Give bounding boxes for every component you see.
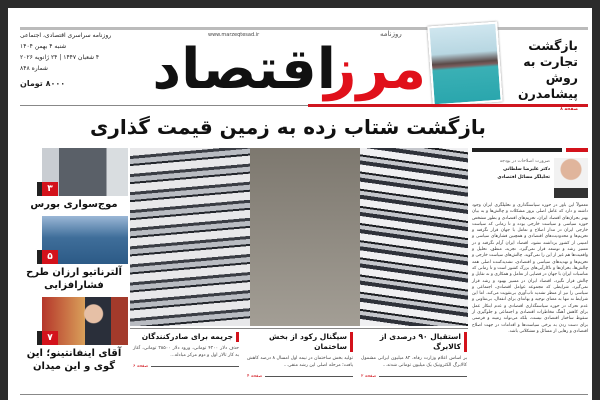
sidebar-caption[interactable]: آقای اینفانتینو؛ این گوی و این میدان: [26, 348, 122, 372]
thumb-infantino[interactable]: [42, 297, 128, 345]
red-divider: [308, 104, 588, 107]
black-bar: [472, 148, 562, 152]
page-badge: ۳: [42, 182, 58, 196]
masthead-info: [20, 30, 130, 89]
bottom-stories: [133, 332, 467, 379]
parked-cars-left: [130, 148, 250, 326]
logo-eqtesad: اقتصاد: [152, 37, 336, 102]
author-block: [472, 158, 588, 198]
story-headline[interactable]: سیگنال رکود از بخش ساختمان: [247, 332, 353, 352]
sidebar-caption[interactable]: آلترناتیو ارزان طرح فشارافزایی: [26, 267, 122, 291]
page-badge: ۷: [42, 331, 58, 345]
story-text: بر اساس اعلام وزارت رفاه، ۸۲ میلیون ایرانی مشمول کالابرگ الکترونیک یک میلیون تومانی شدند...: [361, 356, 468, 368]
sidebar: [20, 148, 128, 378]
parked-cars-right: [360, 148, 468, 326]
story-headline[interactable]: جریمه برای صادرکنندگان: [133, 332, 239, 342]
teaser-page: صفحه ۸: [560, 107, 578, 112]
story-exporters[interactable]: [133, 332, 239, 379]
story-page: صفحه ۶: [133, 364, 149, 369]
logo-roznameh: روزنامه: [380, 30, 402, 38]
thumb-stock-board[interactable]: [42, 148, 128, 196]
main-headline[interactable]: بازگشت شتاب زده به زمین قیمت گذاری: [90, 115, 486, 139]
opinion-kicker: ضرورت اصلاحات در بودجه: [499, 159, 550, 164]
price: ۸۰۰۰ تومان: [20, 79, 66, 88]
story-construction[interactable]: [247, 332, 353, 379]
divider: [20, 105, 308, 106]
website-url: www.marzeqtesad.ir: [208, 32, 260, 38]
opinion-body: معمولاً این باور در حوزه سیاستگذاری و تحلیلگری ایران وجود داشته و دارد که عامل اصلی بروز مشکلات و چالش‌ها و به بیان بهتر بحران‌های اقتصاد ایران، تحریم‌های اقتصادی و بطور مشخص حوزه سیاسی و سیاست خارجی بوده و تا زمانی که سیاست خارجی ایران در مدار اصلاح و تعامل با جهان قرار نگرفته و تحریم‌ها و محدودیت‌های اقتصادی و همچنین فشارهای سیاسی و امنیتی از کشور برداشته نشود، اقتصاد ایران آرام نگرفته و در مسیر رشد و توسعه قرار نمی‌گیرد. تجربه، منطق، تحلیل و واقعیت‌ها هم غیر از این را نمی‌گوید. چالش‌های سیاست خارجی و تحریم‌ها و تهدیدهای سیاسی و اقتصادی، تشدیدکننده اصلی همه چالش‌ها، بحران‌ها و ناکارآیی‌های بزرگ کشور است و تا زمانی که مناسبات ایران با جهان در فضایی از تعامل و همکاری و نه تقابل و چالش قرار نگیرد، اقتصاد ایران در مسیر بهبود و رشد قرار نمی‌گیرد. شرایطی که مجموعه عوامل اقتصادی، اجتماعی و سیاسی را نیز از منظر تشدید تاب‌آوری بی‌تقویت می‌کند. اما این شرایط نه تنها به معنای توجیه و بهانه‌ای برای انفعال، بی‌تفاوتی و عدم تحرک در حوزه سیاستگذاری اقتصادی و عدم ابتکار عمل برای کاهش آهنگ مخاطرات اقتصادی و اجتماعی و جلوگیری از سقوط ساختار اقتصادی نیست، بلکه می‌تواند زمینه و فرصتی برای دست زدن به برخی سیاست‌ها و اقدامات در جهت اصلاح اقتصادی و رهایی از مسائل و مشکلاتی باشد.: [472, 203, 588, 334]
author-name: دکتر علیرضا سلطانی: [503, 167, 550, 172]
parking-lane: [250, 148, 360, 326]
thumb-oil-platform[interactable]: [42, 216, 128, 264]
teaser-photo-ship[interactable]: [427, 22, 502, 107]
story-text: حذف دلار ۴۲۰۰ تومانی، ورود دلار ۲۸۵۰۰ تومانی، آغاز به کار تالار اول و دوم مرکز مبادله...: [133, 346, 239, 358]
author-photo: [554, 158, 588, 198]
bottom-rule: [20, 394, 588, 395]
newspaper-front-page: [8, 8, 592, 400]
sidebar-caption[interactable]: موج‌سواری بورس: [30, 199, 118, 210]
story-page: صفحه ۲: [361, 374, 377, 379]
issue-number: شماره ۸۴۸: [20, 65, 48, 72]
red-bar: [566, 148, 588, 152]
logo-marz: مرز: [324, 37, 426, 102]
info-line: روزنامه سراسری اقتصادی، اجتماعی: [20, 32, 112, 39]
page-badge: ۵: [42, 250, 58, 264]
story-text: تولید بخش ساختمان در نیمه اول امسال ۸ درصد کاهش یافت؛ مرحله اصلی این رشد منفی...: [247, 356, 353, 368]
main-photo-car-parking[interactable]: [130, 148, 468, 326]
author-role: تحلیلگر مسائل اقتصادی: [497, 175, 550, 180]
divider: [130, 328, 468, 329]
story-page: صفحه ۴: [247, 374, 263, 379]
opinion-column: [472, 148, 588, 335]
story-kalabarg[interactable]: [361, 332, 467, 379]
info-date-alt: ۴ شعبان ۱۴۴۷ | ۲۴ ژانویه ۲۰۲۶: [20, 54, 100, 61]
info-date: شنبه ۴ بهمن ۱۴۰۴: [20, 43, 67, 50]
story-headline[interactable]: استقبال ۹۰ درصدی از کالابرگ: [361, 332, 467, 352]
teaser-headline[interactable]: بازگشت تجارت به روش پیشامدرن: [517, 38, 578, 101]
